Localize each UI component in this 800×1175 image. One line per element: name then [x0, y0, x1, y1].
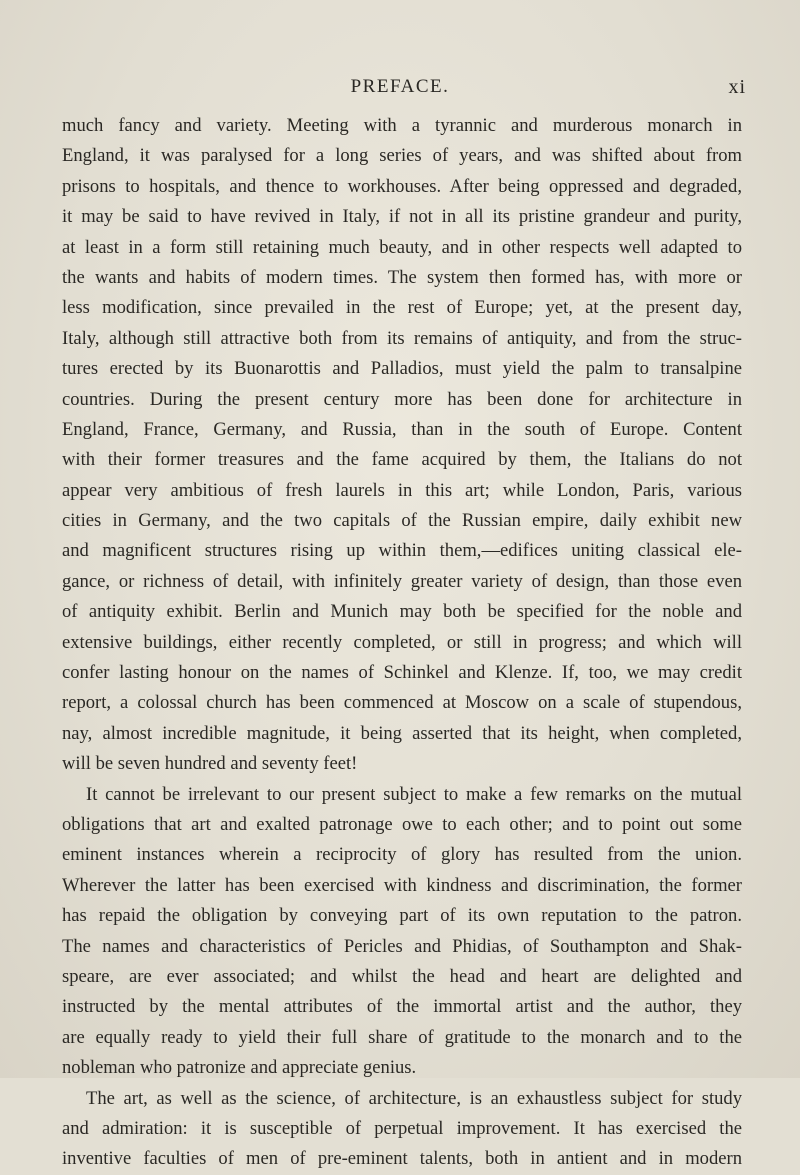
page-header [0, 76, 800, 100]
text-line: less modification, since prevailed in the rest of Europe; yet, at the present day, [62, 297, 742, 319]
text-line: will be seven hundred and seventy feet! [62, 753, 358, 775]
text-line: much fancy and variety. Meeting with a tyrannic and murderous monarch in [62, 115, 742, 136]
text-line: countries. During the present century more has been done for architecture in [62, 388, 742, 410]
text-line: Italy, although still attractive both from its remains of antiquity, and from the struc- [62, 327, 742, 349]
page-number: xi [728, 76, 746, 98]
text-line: at least in a form still retaining much beauty, and in other respects well adapted to [62, 236, 742, 258]
text-line: and admiration: it is susceptible of perpetual improvement. It has exercised the [62, 1117, 742, 1139]
text-line: and magnificent structures rising up within them,—edifices uniting classical ele- [62, 540, 742, 562]
text-line: The art, as well as the science, of architecture, is an exhaustless subject for study [86, 1087, 742, 1109]
text-line: cities in Germany, and the two capitals of the Russian empire, daily exhibit new [62, 510, 742, 532]
text-line: speare, are ever associated; and whilst the head and heart are delighted and [62, 965, 742, 987]
text-line: instructed by the mental attributes of the immortal artist and the author, they [62, 996, 742, 1018]
text-line: report, a colossal church has been commenced at Moscow on a scale of stupendous, [62, 692, 742, 714]
text-line: the wants and habits of modern times. The system then formed has, with more or [62, 266, 742, 288]
text-line: gance, or richness of detail, with infinitely greater variety of design, than those even [62, 570, 742, 592]
text-line: with their former treasures and the fame acquired by them, the Italians do not [62, 449, 742, 471]
text-line: obligations that art and exalted patronage owe to each other; and to point out some [62, 813, 742, 835]
text-line: Wherever the latter has been exercised with kindness and discrimination, the former [62, 874, 742, 896]
text-line: appear very ambitious of fresh laurels in this art; while London, Paris, various [62, 479, 742, 501]
text-line: England, it was paralysed for a long series of years, and was shifted about from [62, 145, 742, 167]
text-line: tures erected by its Buonarottis and Palladios, must yield the palm to transalpine [62, 358, 742, 380]
text-line: extensive buildings, either recently completed, or still in progress; and which will [62, 631, 742, 653]
running-head: PREFACE. [350, 76, 450, 97]
body-text [62, 111, 742, 1175]
text-line: nobleman who patronize and appreciate genius. [62, 1057, 417, 1079]
text-line: of antiquity exhibit. Berlin and Munich may both be specified for the noble and [62, 601, 742, 623]
text-line: confer lasting honour on the names of Schinkel and Klenze. If, too, we may credit [62, 662, 742, 684]
text-line: England, France, Germany, and Russia, than in the south of Europe. Content [62, 418, 742, 440]
text-line: has repaid the obligation by conveying part of its own reputation to the patron. [62, 905, 742, 927]
text-line: prisons to hospitals, and thence to workhouses. After being oppressed and degraded, [62, 175, 742, 197]
text-line: The names and characteristics of Pericles and Phidias, of Southampton and Shak- [62, 935, 742, 957]
text-line: eminent instances wherein a reciprocity of glory has resulted from the union. [62, 844, 742, 866]
text-line: It cannot be irrelevant to our present subject to make a few remarks on the mutual [86, 783, 742, 805]
text-line: inventive faculties of men of pre-eminent talents, both in antient and in modern [62, 1148, 742, 1170]
text-line: are equally ready to yield their full share of gratitude to the monarch and to the [62, 1026, 742, 1048]
text-line: nay, almost incredible magnitude, it being asserted that its height, when completed, [62, 722, 742, 744]
text-line: it may be said to have revived in Italy, if not in all its pristine grandeur and purity, [62, 206, 742, 228]
